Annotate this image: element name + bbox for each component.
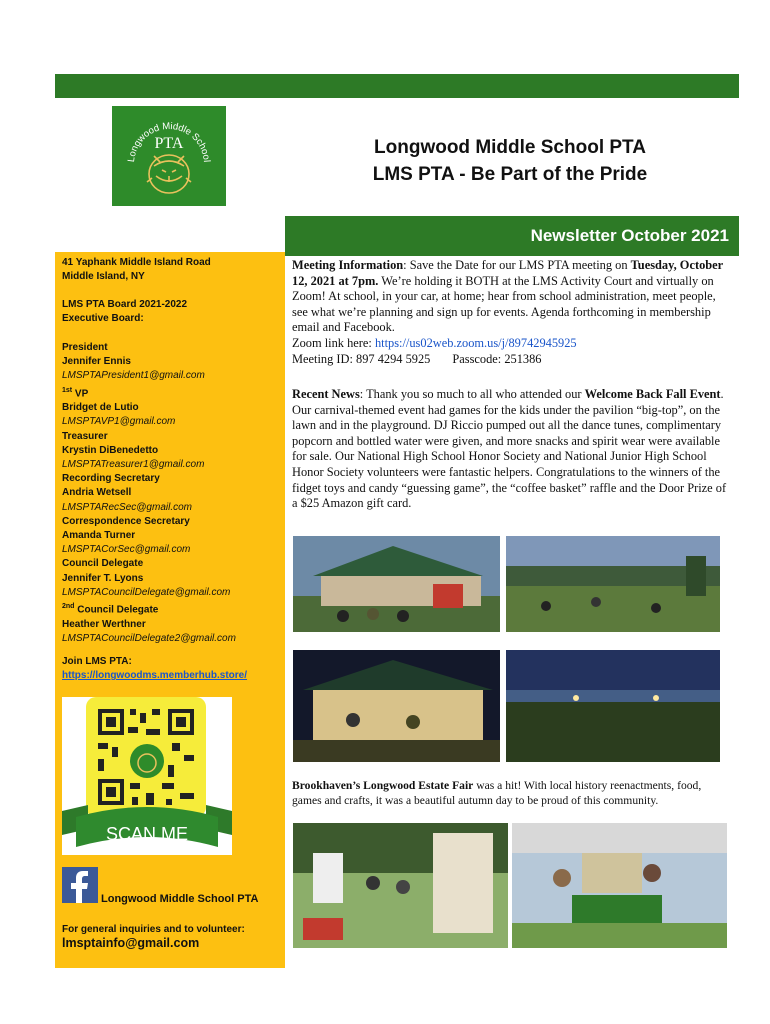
meeting-text-2: We’re holding it BOTH at the LMS Activity Court and virtually on Zoom! At school, in your car, at home; hear from school administration, meet people, see what we’re planning and sign up for events. Agenda forthcoming in membership email and Facebook. xyxy=(292,273,716,335)
meeting-id: Meeting ID: 897 4294 5925 xyxy=(292,351,431,366)
board-title: LMS PTA Board 2021-2022 xyxy=(62,299,188,310)
fair-text: was a hit! With local history reenactments, food, games and crafts, it was a beautiful autumn day to be proud of this community. xyxy=(292,779,702,807)
photo-pta-booth xyxy=(512,823,727,948)
photo-field-night xyxy=(506,650,720,762)
zoom-label: Zoom link here: xyxy=(292,335,375,350)
fair-label: Brookhaven’s Longwood Estate Fair xyxy=(292,779,474,792)
zoom-link[interactable]: https://us02web.zoom.us/j/89742945925 xyxy=(374,335,577,350)
facebook-icon[interactable] xyxy=(62,867,98,903)
member-email[interactable]: LMSPTAVP1@gmail.com xyxy=(62,416,176,428)
member-email[interactable]: LMSPTAPresident1@gmail.com xyxy=(62,370,205,382)
join-section xyxy=(62,655,277,683)
join-link[interactable]: https://longwoodms.memberhub.store/ xyxy=(62,670,248,682)
news-text-1: : Thank you so much to all who attended our xyxy=(359,387,585,401)
member-name: Krystin DiBenedetto xyxy=(62,444,159,456)
member-email[interactable]: LMSPTACouncilDelegate2@gmail.com xyxy=(62,632,236,644)
member-role: Council Delegate xyxy=(62,558,144,570)
photo-lawn-dusk xyxy=(506,536,720,632)
member-email[interactable]: LMSPTACouncilDelegate@gmail.com xyxy=(62,586,231,598)
inquiries-label: For general inquiries and to volunteer: xyxy=(62,924,245,935)
member-email[interactable]: LMSPTACorSec@gmail.com xyxy=(62,544,191,556)
address xyxy=(62,256,277,284)
photo-fair-reenactment xyxy=(293,823,508,948)
member-role: President xyxy=(62,342,108,353)
qr-code-panel[interactable] xyxy=(62,697,232,855)
address-line-2: Middle Island, NY xyxy=(62,271,145,283)
meeting-passcode: Passcode: 251386 xyxy=(452,351,542,366)
member-name: Andria Wetsell xyxy=(62,487,132,499)
facebook-page-name[interactable]: Longwood Middle School PTA xyxy=(101,893,259,905)
recent-news xyxy=(292,387,732,512)
meeting-text-1: : Save the Date for our LMS PTA meeting on xyxy=(403,258,631,272)
top-green-bar xyxy=(55,74,739,98)
meeting-date: Tuesday, October 12, 2021 at 7pm. xyxy=(292,258,723,288)
join-label: Join LMS PTA: xyxy=(62,656,132,667)
scan-me-label: SCAN ME xyxy=(105,824,189,844)
board-heading xyxy=(62,298,277,326)
newsletter-title: Newsletter October 2021 xyxy=(530,226,729,245)
member-role: $^{1st}$ VP xyxy=(62,386,89,399)
meeting-info xyxy=(292,258,732,367)
news-label: Recent News xyxy=(292,387,360,401)
member-name: Bridget de Lutio xyxy=(62,402,139,414)
inquiries-email[interactable]: lmsptainfo@gmail.com xyxy=(62,936,200,950)
title-line-1: Longwood Middle School PTA xyxy=(374,137,646,158)
member-role: $^{2nd}$ Council Delegate xyxy=(62,602,159,616)
member-name: Jennifer T. Lyons xyxy=(62,572,144,584)
title-line-2: LMS PTA - Be Part of the Pride xyxy=(372,164,648,185)
member-email[interactable]: LMSPTARecSec@gmail.com xyxy=(62,501,192,513)
fair-caption xyxy=(292,778,732,808)
logo-pta-text: PTA xyxy=(154,135,184,152)
member-email[interactable]: LMSPTATreasurer1@gmail.com xyxy=(62,458,205,470)
news-text-2: . Our carnival-themed event had games for the kids under the pavilion “big-top”, on the lawn and in the playground. DJ Riccio pumped out all the dance tunes, complimentary popcorn and bottled water were given, and more snacks and spirit wear were available for sale. Our National High School Honor Society and National Junior High School Honor Society volunteers were fantastic helpers. Congratulations to the winners of the fidget toys and candy “guessing game”, the “coffee basket” raffle and the Door Prize of a $25 Amazon gift card. xyxy=(292,387,727,511)
member-name: Heather Werthner xyxy=(62,618,146,630)
photo-pavilion-tent xyxy=(293,536,500,632)
newsletter-banner xyxy=(285,216,739,256)
photo-pavilion-night xyxy=(293,650,500,762)
member-name: Amanda Turner xyxy=(62,529,136,541)
member-role: Correspondence Secretary xyxy=(62,515,190,527)
member-role: Treasurer xyxy=(62,430,108,442)
news-event: Welcome Back Fall Event xyxy=(584,387,721,401)
address-line-1: 41 Yaphank Middle Island Road xyxy=(62,257,211,268)
pta-logo xyxy=(112,106,226,206)
member-role: Recording Secretary xyxy=(62,473,160,485)
board-members xyxy=(62,341,277,646)
exec-board-label: Executive Board: xyxy=(62,313,144,325)
logo-arc-text: Longwood Middle School xyxy=(125,120,212,163)
page-title xyxy=(290,134,730,188)
member-name: Jennifer Ennis xyxy=(62,356,131,368)
meeting-label: Meeting Information xyxy=(292,258,404,272)
